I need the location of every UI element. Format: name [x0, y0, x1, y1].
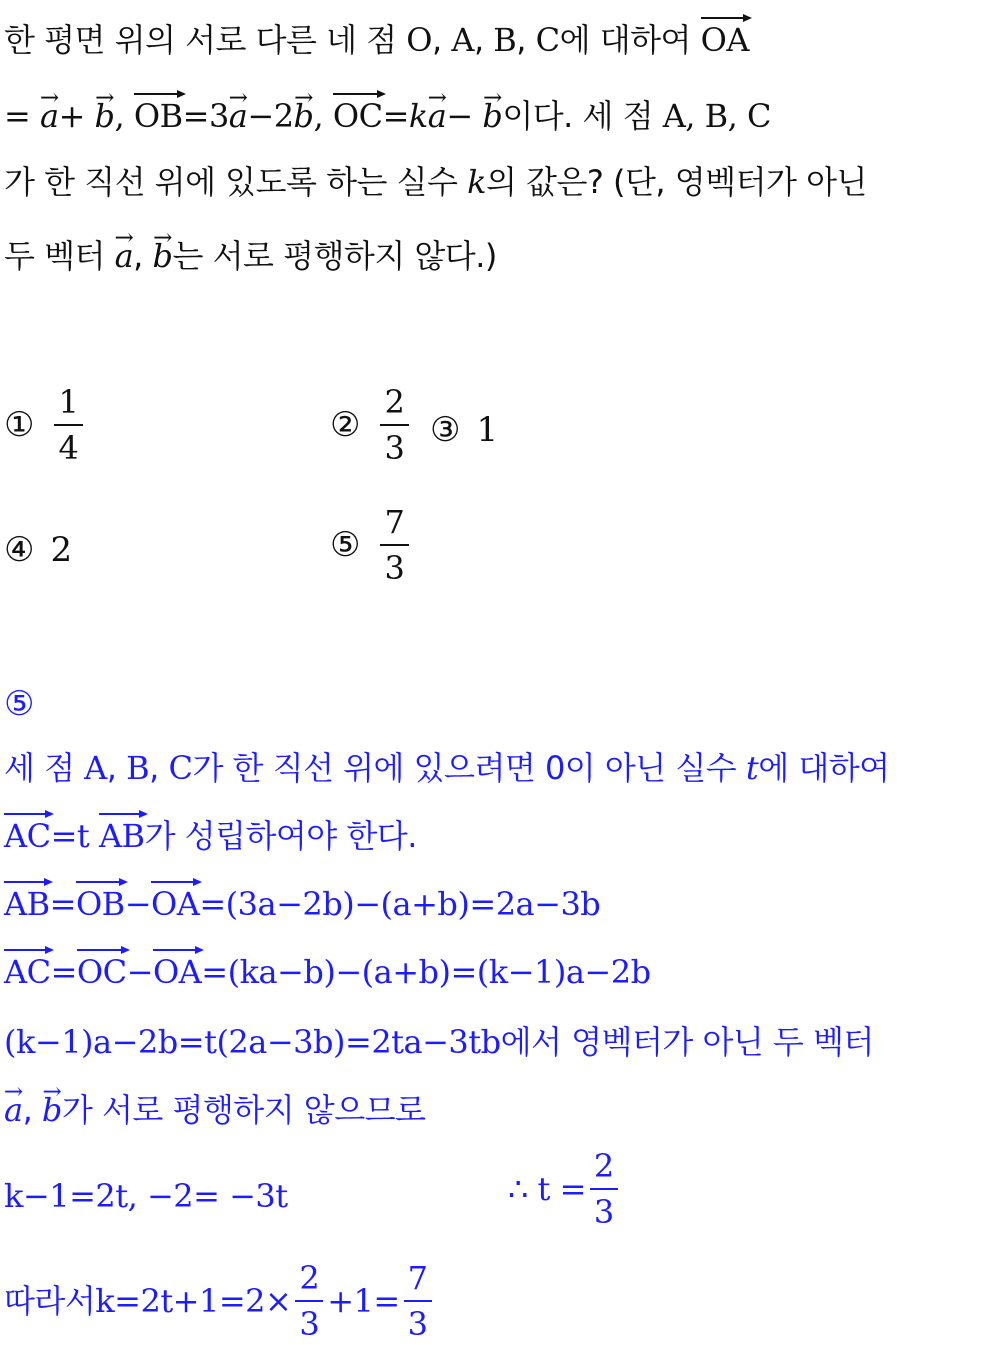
- problem-line-4: [4, 236, 497, 276]
- fraction: [54, 383, 82, 467]
- comma: ,: [114, 97, 125, 135]
- minus-sign: −: [446, 97, 473, 135]
- denominator: 3: [295, 1300, 323, 1340]
- numerator: 2: [593, 1147, 614, 1185]
- problem-text: 에 대하여: [559, 21, 701, 59]
- point-A: A: [662, 97, 686, 135]
- vector-a: → a: [229, 96, 248, 136]
- vector-AC: AC: [4, 817, 51, 855]
- comma: ,: [685, 97, 695, 135]
- point-B: B: [126, 749, 150, 787]
- choice-value: 1: [476, 410, 499, 450]
- denominator: 3: [380, 544, 408, 584]
- answer-marker: ⑤: [4, 684, 34, 724]
- var-t: t: [76, 817, 90, 855]
- denominator: 4: [54, 424, 82, 464]
- solution-line-2: [4, 816, 417, 856]
- equation: k=2t+1=2×: [95, 1282, 292, 1320]
- vector-OB: OB: [75, 885, 125, 923]
- vector-AB: AB: [4, 885, 50, 923]
- comma: ,: [22, 1091, 33, 1129]
- choice-2[interactable]: [330, 383, 413, 467]
- vector-a: → a: [428, 96, 447, 136]
- solution-text: 가 한 직선 위에 있으려면 0이 아닌 실수: [192, 749, 746, 787]
- point-C: C: [535, 21, 560, 59]
- equals-sign: =: [4, 97, 31, 135]
- solution-text: 에서 영벡터가 아닌 두 벡터: [500, 1023, 874, 1061]
- equation-rhs: =(3a−2b)−(a+b)=2a−3b: [199, 885, 601, 923]
- equals-sign: =: [49, 885, 76, 923]
- choice-1[interactable]: [4, 383, 87, 467]
- point-A: A: [451, 21, 474, 59]
- comma: ,: [516, 21, 526, 59]
- vector-OB: OB: [133, 97, 183, 135]
- problem-text: 이다. 세 점: [502, 97, 663, 135]
- vector-b: → b: [95, 96, 115, 136]
- solution-text: 에 대하여: [758, 749, 890, 787]
- numerator: 1: [58, 383, 79, 421]
- choice-marker: ②: [330, 405, 361, 445]
- problem-text: 한 평면 위의 서로 다른 네 점: [4, 21, 407, 59]
- equation: k−1=2t, −2= −3t: [4, 1177, 288, 1215]
- vector-AB: AB: [98, 817, 145, 855]
- point-C: C: [168, 749, 193, 787]
- numerator: 7: [407, 1259, 428, 1297]
- solution-line-6: [4, 1090, 425, 1130]
- vector-OA: OA: [151, 885, 200, 923]
- vector-b: → b: [294, 96, 314, 136]
- point-A: A: [84, 749, 107, 787]
- vector-b: → b: [482, 96, 502, 136]
- solution-text: 가 서로 평행하지 않으므로: [61, 1091, 426, 1129]
- point-O: O: [406, 21, 432, 59]
- choice-marker: ⑤: [330, 525, 361, 565]
- solution-text: 세 점: [4, 749, 85, 787]
- solution-line-3: [4, 884, 600, 924]
- comma: ,: [313, 97, 324, 135]
- final-line: [4, 1259, 436, 1343]
- problem-line-1: [4, 20, 749, 60]
- comma: ,: [106, 749, 117, 787]
- choice-value: 2: [50, 530, 73, 570]
- equals-sign: =: [50, 817, 77, 855]
- problem-line-2: [4, 96, 771, 136]
- vector-a: → a: [4, 1090, 23, 1130]
- vector-a: → a: [115, 236, 134, 276]
- solution-text: 가 성립하여야 한다.: [144, 817, 417, 855]
- comma: ,: [133, 237, 143, 275]
- problem-text: 가 한 직선 위에 있도록 하는 실수: [4, 163, 468, 201]
- point-B: B: [704, 97, 728, 135]
- problem-text: 는 서로 평행하지 않다.): [172, 237, 497, 275]
- denominator: 3: [404, 1300, 432, 1340]
- choice-3[interactable]: [430, 410, 498, 450]
- equals-sign: =: [182, 97, 209, 135]
- minus-sign: −: [124, 885, 151, 923]
- therefore-text: ∴ t =: [508, 1170, 586, 1208]
- comma: ,: [149, 749, 159, 787]
- coef: 2: [273, 97, 294, 135]
- vector-b: → b: [42, 1090, 62, 1130]
- fraction: [590, 1147, 618, 1231]
- vector-b: → b: [153, 236, 173, 276]
- vector-a: → a: [40, 96, 59, 136]
- solution-line-7: [4, 1176, 288, 1216]
- choice-marker: ④: [4, 530, 35, 570]
- equals-sign: =: [382, 97, 409, 135]
- var-t: t: [745, 749, 759, 787]
- vector-OA: OA: [152, 953, 202, 991]
- minus-sign: −: [126, 953, 153, 991]
- point-C: C: [747, 97, 771, 135]
- coef: 3: [208, 97, 229, 135]
- vector-OC: OC: [76, 953, 127, 991]
- vector-AC: AC: [4, 953, 51, 991]
- numerator: 2: [299, 1259, 320, 1297]
- problem-text: 두 벡터: [4, 237, 115, 275]
- comma: ,: [431, 21, 442, 59]
- numerator: 2: [384, 383, 405, 421]
- equation: +1=: [327, 1282, 400, 1320]
- solution-line-5: [4, 1022, 874, 1062]
- fraction: [380, 383, 408, 467]
- solution-text: 따라서: [4, 1282, 96, 1320]
- choice-marker: ①: [4, 405, 35, 445]
- solution-line-1: [4, 748, 890, 788]
- comma: ,: [727, 97, 738, 135]
- solution-line-4: [4, 952, 651, 992]
- comma: ,: [473, 21, 484, 59]
- equation-rhs: =(ka−b)−(a+b)=(k−1)a−2b: [201, 953, 651, 991]
- equation: (k−1)a−2b=t(2a−3b)=2ta−3tb: [4, 1023, 501, 1061]
- denominator: 3: [590, 1188, 618, 1228]
- numerator: 7: [384, 503, 405, 541]
- therefore-line: [508, 1147, 622, 1231]
- minus-sign: −: [247, 97, 274, 135]
- var-k: k: [467, 163, 486, 201]
- plus-sign: +: [58, 97, 85, 135]
- denominator: 3: [380, 424, 408, 464]
- problem-text: 의 값은? (단, 영벡터가 아닌: [485, 163, 867, 201]
- vector-OC: OC: [332, 97, 383, 135]
- vector-OA: OA: [700, 21, 749, 59]
- fraction: [295, 1259, 323, 1343]
- choice-4[interactable]: [4, 530, 72, 570]
- var-k: k: [408, 97, 428, 135]
- point-B: B: [493, 21, 517, 59]
- fraction: [380, 503, 408, 587]
- choice-marker: ③: [430, 410, 461, 450]
- fraction: [404, 1259, 432, 1343]
- equals-sign: =: [50, 953, 77, 991]
- choice-5[interactable]: [330, 503, 413, 587]
- problem-line-3: [4, 162, 867, 202]
